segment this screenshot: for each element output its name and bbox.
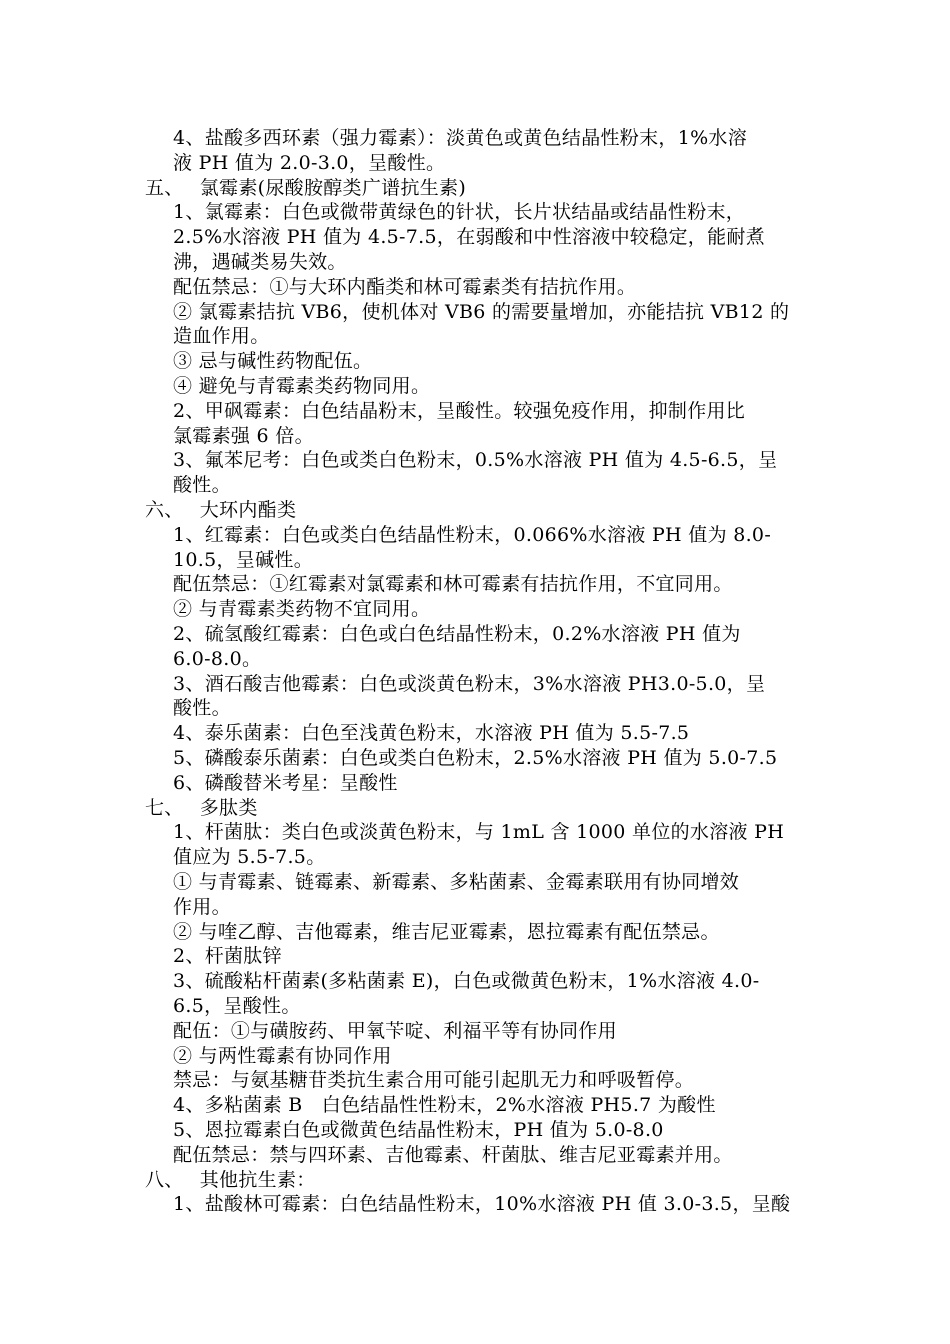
text-line: 酸性。	[173, 474, 231, 497]
section-heading: 六、 大环内酯类	[145, 499, 297, 521]
text-line: 禁忌：与氨基糖苷类抗生素合用可能引起肌无力和呼吸暂停。	[173, 1069, 695, 1092]
text-line: 3、酒石酸吉他霉素：白色或淡黄色粉末，3%水溶液 PH3.0-5.0，呈	[173, 672, 766, 695]
text-line: 10.5，呈碱性。	[173, 548, 314, 571]
text-line: 配伍：①与磺胺药、甲氧苄啶、利福平等有协同作用	[173, 1019, 617, 1042]
text-line: 1、杆菌肽：类白色或淡黄色粉末，与 1mL 含 1000 单位的水溶液 PH	[173, 821, 785, 844]
text-line: 沸，遇碱类易失效。	[173, 251, 347, 273]
text-line: ② 与两性霉素有协同作用	[173, 1044, 392, 1067]
text-line: ② 氯霉素拮抗 VB6，使机体对 VB6 的需要量增加，亦能拮抗 VB12 的	[173, 300, 790, 323]
section-heading: 七、 多肽类	[145, 796, 258, 819]
text-line: 1、氯霉素：白色或微带黄绿色的针状，长片状结晶或结晶性粉末，	[173, 201, 746, 224]
text-line: 液 PH 值为 2.0-3.0，呈酸性。	[173, 151, 446, 174]
text-line: 1、盐酸林可霉素：白色结晶性粉末，10%水溶液 PH 值 3.0-3.5，呈酸	[173, 1193, 791, 1216]
text-line: ① 与青霉素、链霉素、新霉素、多粘菌素、金霉素联用有协同增效	[173, 871, 740, 893]
text-line: 1、红霉素：白色或类白色结晶性粉末，0.066%水溶液 PH 值为 8.0-	[173, 523, 772, 546]
text-line: 2、硫氢酸红霉素：白色或白色结晶性粉末，0.2%水溶液 PH 值为	[173, 623, 741, 645]
text-line: 氯霉素强 6 倍。	[173, 424, 314, 447]
text-line: 5、磷酸泰乐菌素：白色或类白色粉末，2.5%水溶液 PH 值为 5.0-7.5	[173, 747, 778, 769]
text-line: 配伍禁忌：①红霉素对氯霉素和林可霉素有拮抗作用，不宜同用。	[173, 573, 733, 596]
text-line: 3、硫酸粘杆菌素(多粘菌素 E)，白色或微黄色粉末，1%水溶液 4.0-	[173, 970, 760, 993]
section-heading: 五、 氯霉素(尿酸胺醇类广谱抗生素)	[145, 176, 467, 199]
text-line: ② 与喹乙醇、吉他霉素，维吉尼亚霉素，恩拉霉素有配伍禁忌。	[173, 920, 720, 943]
text-line: 4、泰乐菌素：白色至浅黄色粉末，水溶液 PH 值为 5.5-7.5	[173, 722, 690, 745]
text-line: 6.5，呈酸性。	[173, 995, 301, 1017]
text-line: 酸性。	[173, 697, 231, 720]
text-line: 配伍禁忌：禁与四环素、吉他霉素、杆菌肽、维吉尼亚霉素并用。	[173, 1143, 733, 1166]
text-line: ② 与青霉素类药物不宜同用。	[173, 598, 431, 621]
text-line: ④ 避免与青霉素类药物同用。	[173, 375, 431, 397]
text-line: 值应为 5.5-7.5。	[173, 846, 326, 869]
text-line: 作用。	[173, 895, 231, 918]
text-line: 6.0-8.0。	[173, 647, 262, 670]
text-line: 配伍禁忌：①与大环内酯类和林可霉素类有拮抗作用。	[173, 275, 637, 298]
text-line: 6、磷酸替米考星：呈酸性	[173, 771, 398, 794]
text-line: 5、恩拉霉素白色或微黄色结晶性粉末，PH 值为 5.0-8.0	[173, 1119, 664, 1141]
text-line: ③ 忌与碱性药物配伍。	[173, 350, 373, 373]
section-heading: 八、 其他抗生素：	[145, 1168, 316, 1191]
text-line: 3、氟苯尼考：白色或类白色粉末，0.5%水溶液 PH 值为 4.5-6.5，呈	[173, 449, 778, 472]
text-line: 4、盐酸多西环素（强力霉素）：淡黄色或黄色结晶性粉末，1%水溶	[173, 127, 748, 149]
text-line: 造血作用。	[173, 325, 270, 348]
text-line: 2、杆菌肽锌	[173, 945, 282, 968]
text-line: 2、甲砜霉素：白色结晶粉末，呈酸性。较强免疫作用，抑制作用比	[173, 399, 746, 422]
text-line: 2.5%水溶液 PH 值为 4.5-7.5，在弱酸和中性溶液中较稳定，能耐煮	[173, 226, 765, 249]
text-line: 4、多粘菌素 B 白色结晶性性粉末，2%水溶液 PH5.7 为酸性	[173, 1094, 716, 1117]
